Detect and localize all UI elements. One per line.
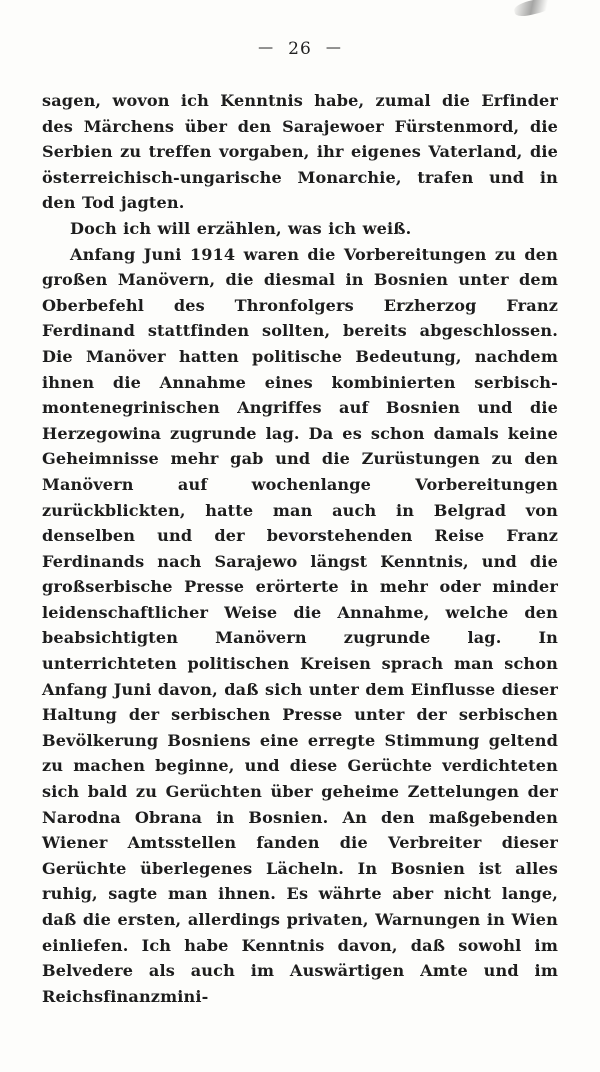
paragraph-1: sagen, wovon ich Kenntnis habe, zumal die Erfinder des Märchens über den Sarajewoer Fürstenmord, die Serbien zu treffen vorgaben, ihr eigenes Vaterland, die österreichisch-ungarische Monarchie, trafen und in den Tod jagten.: [42, 91, 558, 213]
paragraph-2: Doch ich will erzählen, was ich weiß.: [70, 218, 412, 238]
body-text: [42, 88, 558, 1009]
page-header: [0, 38, 600, 59]
scan-artifact-icon: [513, 0, 555, 19]
header-dash-left: —: [258, 38, 275, 56]
header-dash-right: —: [325, 38, 342, 56]
paragraph-3: Anfang Juni 1914 waren die Vorbereitungen zu den großen Manövern, die diesmal in Bosnien unter dem Oberbefehl des Thronfolgers Erzherzog Franz Ferdinand stattfinden sollten, bereits abgeschlossen. Die Manöver hatten politische Bedeutung, nachdem ihnen die Annahme eines kombinierten serbisch-montenegrinischen Angriffes auf Bosnien und die Herzegowina zugrunde lag. Da es schon damals keine Geheimnisse mehr gab und die Zurüstungen zu den Manövern auf wochenlange Vorbereitungen zurückblickten, hatte man auch in Belgrad von denselben und der bevorstehenden Reise Franz Ferdinands nach Sarajewo längst Kenntnis, und die großserbische Presse erörterte in mehr oder minder leidenschaftlicher Weise die Annahme, welche den beabsichtigten Manövern zugrunde lag. In unterrichteten politischen Kreisen sprach man schon Anfang Juni davon, daß sich unter dem Einflusse dieser Haltung der serbischen Presse unter der serbischen Bevölkerung Bosniens eine erregte Stimmung geltend zu machen beginne, und diese Gerüchte verdichteten sich bald zu Gerüchten über geheime Zettelungen der Narodna Obrana in Bosnien. An den maßgebenden Wiener Amtsstellen fanden die Verbreiter dieser Gerüchte überlegenes Lächeln. In Bosnien ist alles ruhig, sagte man ihnen. Es währte aber nicht lange, daß die ersten, allerdings privaten, Warnungen in Wien einliefen. Ich habe Kenntnis davon, daß sowohl im Belvedere als auch im Auswärtigen Amte und im Reichsfinanzmini-: [42, 244, 558, 1006]
page-number: 26: [288, 39, 312, 59]
